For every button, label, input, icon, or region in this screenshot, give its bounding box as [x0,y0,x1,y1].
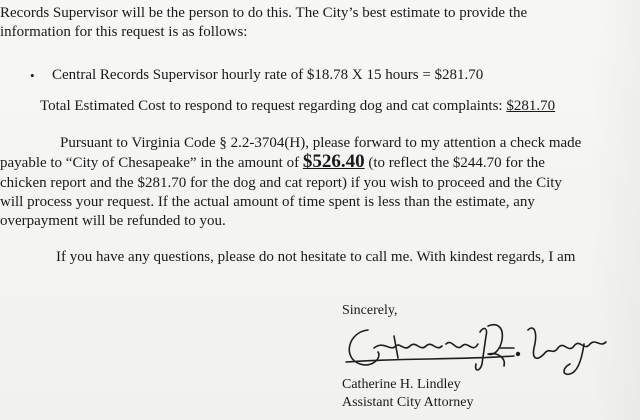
para2-line-3: chicken report and the $281.70 for the dog and cat report) if you wish to proceed and the City [0,175,562,191]
handwritten-signature [338,318,618,378]
total-cost-amount: $281.70 [506,98,556,114]
intro-line-1: Records Supervisor will be the person to do this. The City’s best estimate to provide the [0,5,528,21]
closing: Sincerely, [342,303,398,318]
total-cost-line [40,97,555,115]
para2-line-1: Pursuant to Virginia Code § 2.2-3704(H), please forward to my attention a check made [60,135,582,151]
para2-line-5: overpayment will be refunded to you. [0,213,226,229]
signer-name: Catherine H. Lindley [342,377,461,392]
bullet-icon: • [30,68,35,83]
payment-amount: $526.40 [302,151,365,172]
para2-line-2-post: (to reflect the $244.70 for the [364,155,545,171]
para2-line-2-pre: payable to “City of Chesapeake” in the amount of [0,155,303,171]
para2-line-4: will process your request. If the actual amount of time spent is less than the estimate, any [0,194,535,210]
para3: If you have any questions, please do not hesitate to call me. With kindest regards, I am [56,249,576,265]
bullet-item: Central Records Supervisor hourly rate of $18.78 X 15 hours = $281.70 [52,67,484,83]
intro-line-2: information for this request is as follows: [0,24,248,40]
signer-title: Assistant City Attorney [342,395,474,410]
total-cost-label: Total Estimated Cost to respond to request regarding dog and cat complaints: [40,98,507,114]
para2-line-2 [0,153,545,172]
